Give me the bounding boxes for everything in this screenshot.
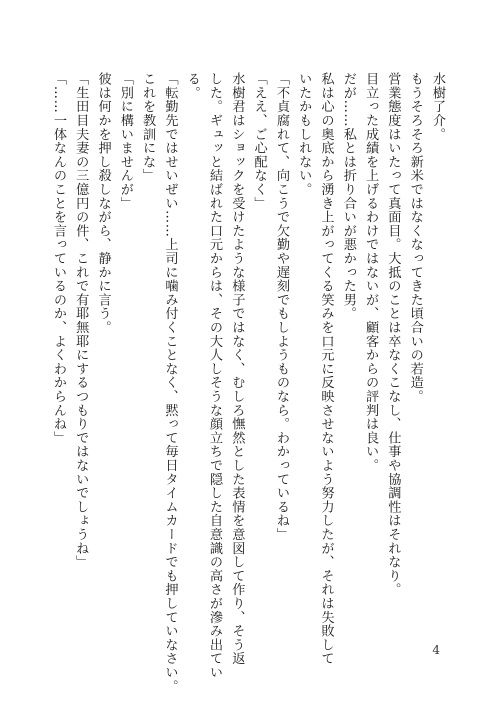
- text-line: 水樹君はショックを受けたような様子ではなく、むしろ憮然とした表情を意図して作り、そう返: [229, 72, 245, 666]
- text-line: 目立った成績を上げるわけではないが、顧客からの評判は良い。: [363, 72, 379, 473]
- text-line: 「別に構いませんが」: [117, 72, 133, 210]
- text-line: 営業態度はいたって真面目。大抵のことは卒なくこなし、仕事や協調性はそれなり。: [385, 72, 401, 597]
- text-line: 「ええ、ご心配なく」: [251, 72, 267, 210]
- text-line: 「不貞腐れて、向こうで欠勤や遅刻でもしようものなら。わかっているね」: [273, 72, 289, 542]
- vertical-text-block: [47, 72, 448, 693]
- text-line: いたかもしれない。: [296, 72, 312, 197]
- text-line: 私は心の奥底から湧き上がってくる笑みを口元に反映させないよう努力したが、それは失敗して: [318, 72, 334, 666]
- text-line: 「……一体なんのことを言っているのか、よくわからんね」: [50, 72, 66, 445]
- text-line: 彼は何かを押し殺しながら、静かに言う。: [95, 72, 111, 335]
- text-line: る。: [184, 72, 200, 100]
- text-line: もうそろそろ新米ではなくなってきた頃合いの若造。: [407, 72, 423, 404]
- text-line: だが……私とは折り合いが悪かった男。: [340, 72, 356, 321]
- text-line: 「生田目夫妻の三億円の件、これで有耶無耶にするつもりではないでしょうね」: [73, 72, 89, 569]
- text-line: これを教訓にな」: [140, 72, 156, 183]
- page-number: 4: [432, 643, 440, 657]
- text-line: した。ギュッと結ばれた口元からは、その大人しそうな顔立ちで隠した自意識の高さが滲み出てい: [207, 72, 223, 680]
- text-line: 「転勤先ではせいぜい……上司に噛み付くことなく、黙って毎日タイムカードでも押していなさい。: [162, 72, 178, 693]
- text-line: 水樹了介。: [430, 72, 445, 141]
